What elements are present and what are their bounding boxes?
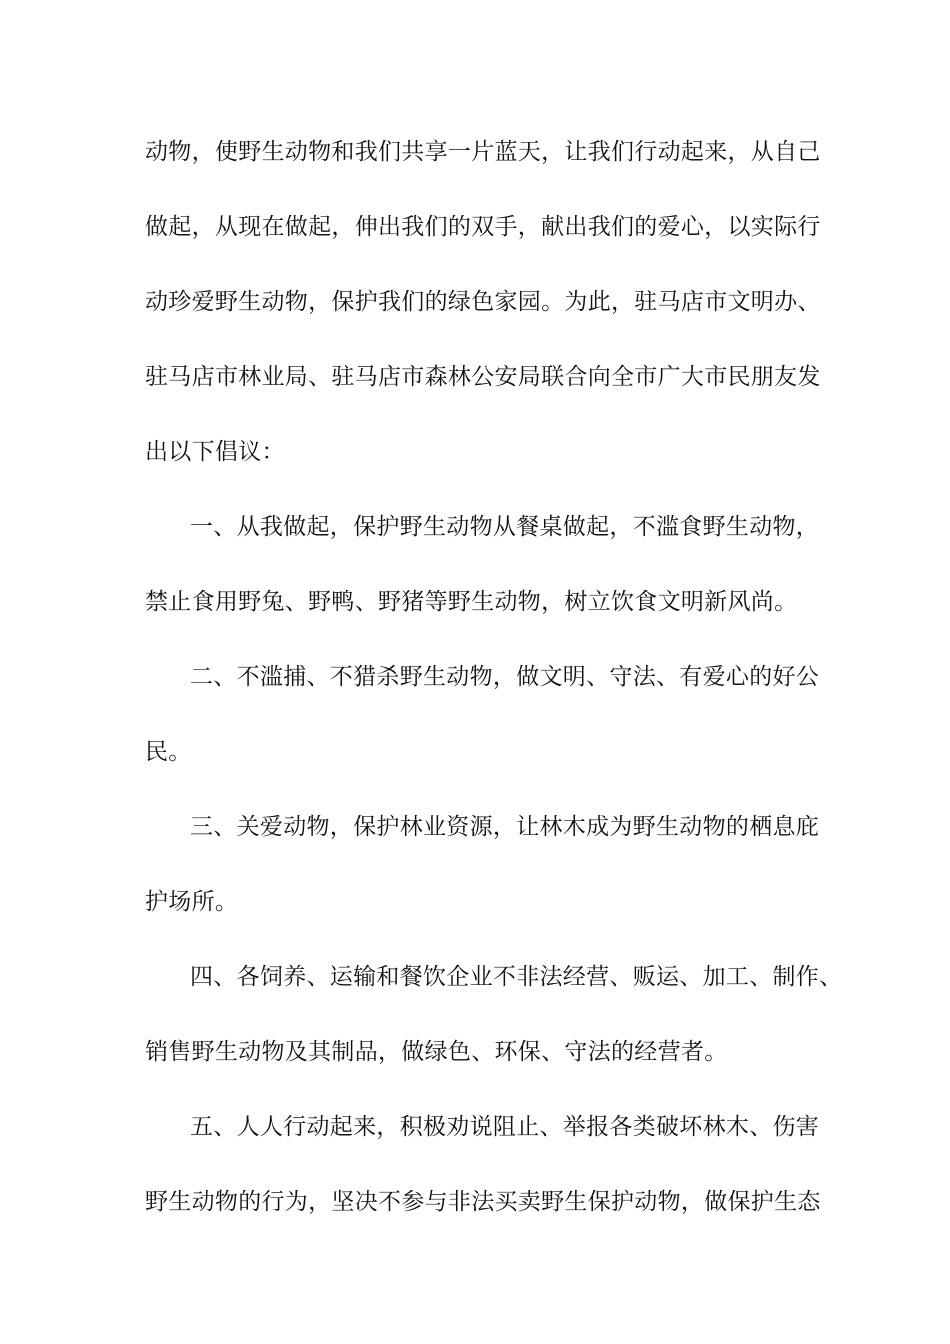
paragraph-2-start: 二、不滥捕、不猎杀野生动物，做文明、守法、有爱心的好公 [190, 664, 820, 690]
text-line: 销售野生动物及其制品，做绿色、环保、守法的经营者。 [145, 1039, 728, 1065]
text-line: 护场所。 [145, 889, 239, 915]
text-line: 动物，使野生动物和我们共享一片蓝天，让我们行动起来，从自己 [145, 139, 821, 165]
text-line: 做起，从现在做起，伸出我们的双手，献出我们的爱心，以实际行 [145, 214, 821, 240]
paragraph-1-start: 一、从我做起，保护野生动物从餐桌做起，不滥食野生动物， [190, 514, 820, 540]
text-line: 出以下倡议： [145, 439, 285, 465]
text-line: 禁止食用野兔、野鸭、野猪等野生动物，树立饮食文明新风尚。 [145, 589, 798, 615]
text-line: 动珍爱野生动物，保护我们的绿色家园。为此，驻马店市文明办、 [145, 289, 821, 315]
paragraph-4-start: 四、各饲养、运输和餐饮企业不非法经营、贩运、加工、制作、 [190, 964, 843, 990]
paragraph-3-start: 三、关爱动物，保护林业资源，让林木成为野生动物的栖息庇 [190, 814, 820, 840]
text-line: 民。 [145, 739, 192, 765]
text-line: 野生动物的行为，坚决不参与非法买卖野生保护动物，做保护生态 [145, 1189, 821, 1215]
paragraph-5-start: 五、人人行动起来，积极劝说阻止、举报各类破坏林木、伤害 [190, 1114, 820, 1140]
text-line: 驻马店市林业局、驻马店市森林公安局联合向全市广大市民朋友发 [145, 364, 821, 390]
